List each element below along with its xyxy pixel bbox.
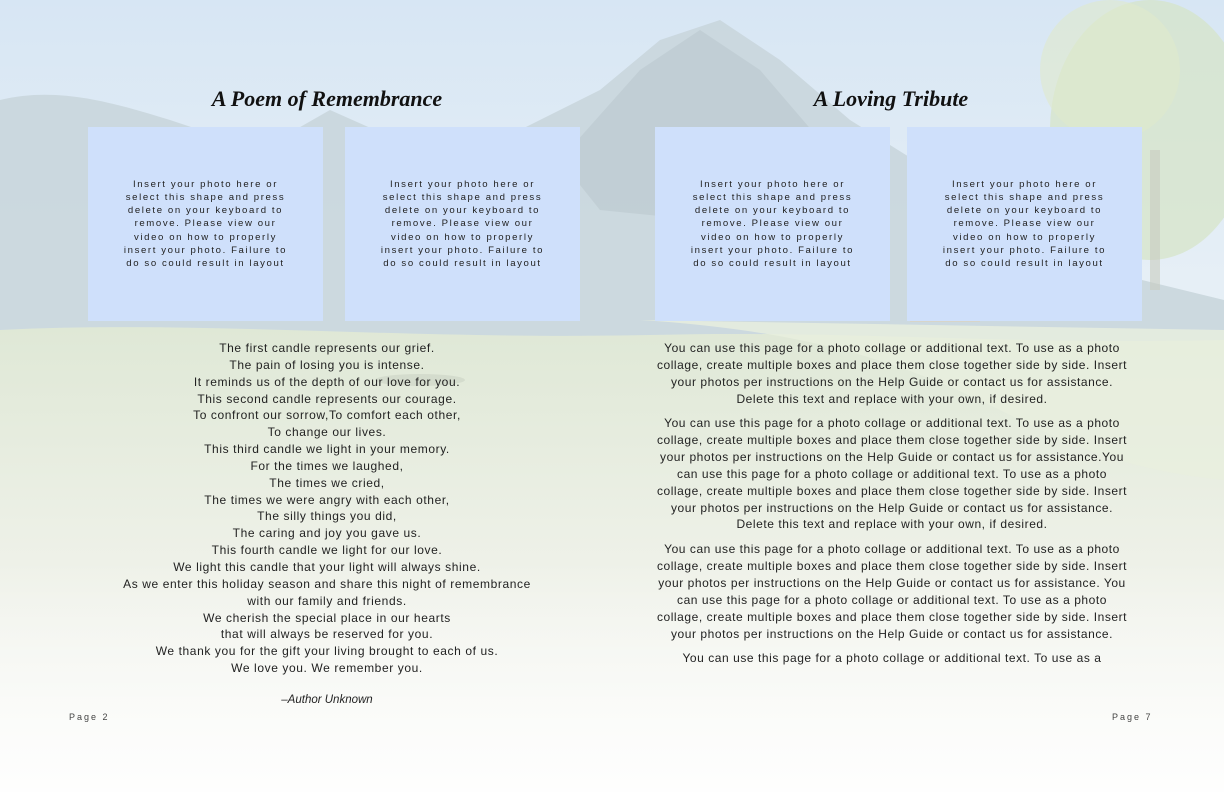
tribute-paragraph: You can use this page for a photo collage or additional text. To use as a photo collage, create multiple boxes and place them close together side by side. Insert your photos per instructions on the Help Guide or contact us for assistance.You can use this page for a photo collage or additional text. To use as a photo collage, create multiple boxes and place them close together side by side. Insert your photos per instructions on the Help Guide or contact us for assistance. Delete this text and replace with your own, if desired. bbox=[656, 416, 1128, 532]
photo-placeholder[interactable] bbox=[345, 127, 580, 321]
poem-line: We cherish the special place in our hearts bbox=[203, 610, 451, 625]
tribute-paragraph: You can use this page for a photo collage or additional text. To use as a bbox=[682, 651, 1102, 666]
poem-line: The first candle represents our grief. bbox=[219, 341, 435, 355]
right-page-number: Page 7 bbox=[1112, 712, 1153, 722]
poem-line: This third candle we light in your memory. bbox=[204, 442, 450, 457]
tribute-paragraph: You can use this page for a photo collage or additional text. To use as a photo collage, create multiple boxes and place them close together side by side. Insert your photos per instructions on the Help Guide or contact us for assistance. Delete this text and replace with your own, if desired. bbox=[656, 341, 1128, 406]
photo-placeholder-text: Insert your photo here or select this shape and press delete on your keyboard to remove. Please view our video on how to properly insert your photo. Failure to do so could result in layout bbox=[380, 178, 545, 269]
poem-line: The caring and joy you gave us. bbox=[232, 526, 422, 541]
poem-line: We love you. We remember you. bbox=[231, 661, 423, 676]
poem-line: The times we were angry with each other, bbox=[204, 492, 450, 507]
poem-line: This second candle represents our courage. bbox=[197, 391, 457, 406]
photo-placeholder-text: Insert your photo here or select this shape and press delete on your keyboard to remove. Please view our video on how to properly insert your photo. Failure to do so could result in layout bbox=[942, 178, 1107, 269]
left-page-title: A Poem of Remembrance bbox=[211, 86, 443, 111]
poem-line: with our family and friends. bbox=[247, 593, 407, 608]
poem-line: that will always be reserved for you. bbox=[220, 627, 434, 642]
poem-line: The silly things you did, bbox=[257, 509, 397, 524]
poem-line: It reminds us of the depth of our love for you. bbox=[193, 374, 461, 389]
poem-line: The times we cried, bbox=[269, 475, 385, 490]
poem-line: We thank you for the gift your living brought to each of us. bbox=[155, 644, 499, 659]
photo-placeholder[interactable] bbox=[907, 127, 1142, 321]
right-page-title: A Loving Tribute bbox=[813, 86, 969, 111]
poem-author: –Author Unknown bbox=[281, 694, 373, 706]
photo-placeholder[interactable] bbox=[88, 127, 323, 321]
poem-line: This fourth candle we light for our love. bbox=[211, 543, 443, 558]
poem-line: The pain of losing you is intense. bbox=[229, 357, 425, 372]
poem-line: For the times we laughed, bbox=[250, 458, 404, 473]
left-page-number: Page 2 bbox=[69, 712, 110, 722]
poem-text bbox=[96, 340, 558, 677]
poem-line: As we enter this holiday season and share this night of remembrance bbox=[123, 576, 531, 591]
poem-line: To confront our sorrow,To comfort each other, bbox=[193, 408, 461, 423]
tribute-text bbox=[656, 340, 1128, 716]
tribute-paragraph: You can use this page for a photo collage or additional text. To use as a photo collage, create multiple boxes and place them close together side by side. Insert your photos per instructions on the Help Guide or contact us for assistance. You can use this page for a photo collage or additional text. To use as a photo collage, create multiple boxes and place them close together side by side. Insert your photos per instructions on the Help Guide or contact us for assistance. bbox=[656, 542, 1128, 641]
poem-line: We light this candle that your light will always shine. bbox=[173, 559, 481, 574]
photo-placeholder-text: Insert your photo here or select this shape and press delete on your keyboard to remove. Please view our video on how to properly insert your photo. Failure to do so could result in layout bbox=[123, 178, 288, 269]
photo-placeholder-text: Insert your photo here or select this shape and press delete on your keyboard to remove. Please view our video on how to properly insert your photo. Failure to do so could result in layout bbox=[690, 178, 855, 269]
poem-line: To change our lives. bbox=[267, 425, 387, 440]
photo-placeholder[interactable] bbox=[655, 127, 890, 321]
